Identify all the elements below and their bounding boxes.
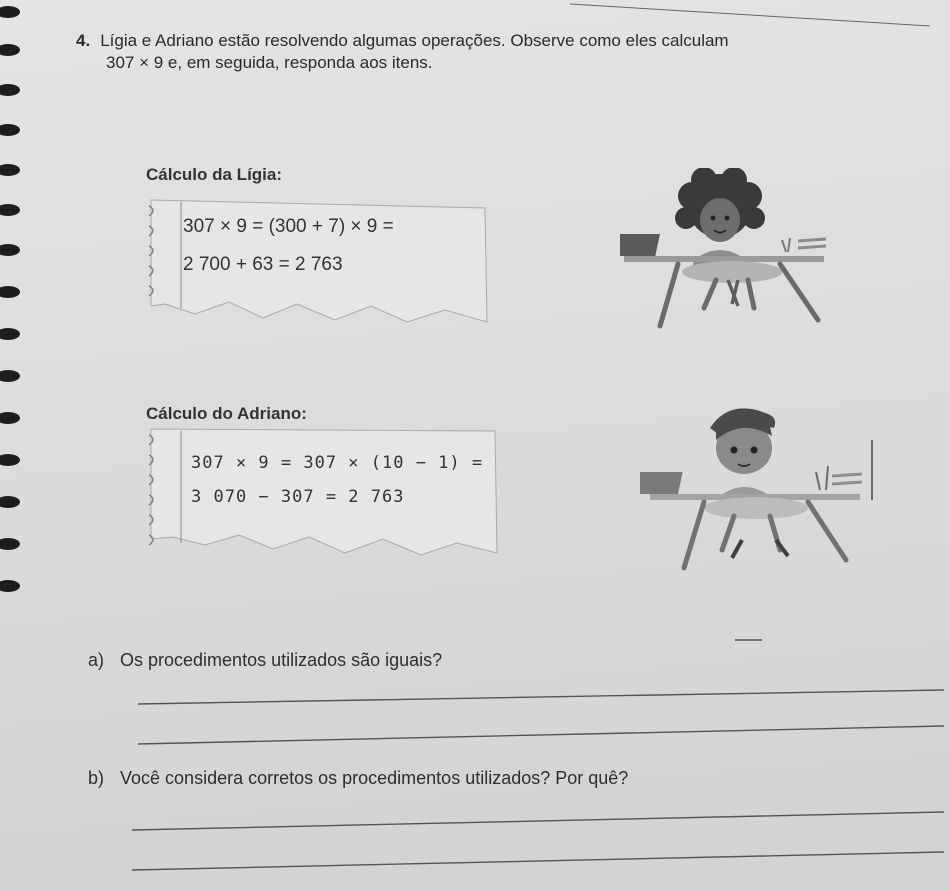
exercise-text-line2: 307 × 9 e, em seguida, responda aos itens. xyxy=(106,53,433,72)
adriano-note-paper xyxy=(145,425,501,563)
question-b xyxy=(88,768,628,789)
top-edge-line xyxy=(570,4,930,26)
adriano-calc-title: Cálculo do Adriano: xyxy=(146,404,307,423)
ligia-calc-line2: 2 700 + 63 = 2 763 xyxy=(183,254,343,275)
ligia-note-paper xyxy=(145,196,495,328)
answer-line-a2[interactable] xyxy=(138,726,944,744)
adriano-illustration xyxy=(640,400,880,572)
ligia-calc-title: Cálculo da Lígia: xyxy=(146,165,283,184)
question-a-text: Os procedimentos utilizados são iguais? xyxy=(120,650,443,670)
ligia-calc-line1: 307 × 9 = (300 + 7) × 9 = xyxy=(183,216,394,237)
question-b-letter: b) xyxy=(88,768,105,788)
exercise-number: 4. xyxy=(76,31,91,50)
exercise-text-line1: Lígia e Adriano estão resolvendo algumas operações. Observe como eles calculam xyxy=(100,31,729,50)
adriano-calc-line2: 3 070 − 307 = 2 763 xyxy=(191,487,405,507)
exercise-statement xyxy=(76,30,906,74)
adriano-calc-line1: 307 × 9 = 307 × (10 − 1) = xyxy=(191,453,484,473)
notebook-spiral xyxy=(0,0,26,891)
question-a-letter: a) xyxy=(88,650,105,670)
question-a xyxy=(88,650,442,671)
answer-line-b1[interactable] xyxy=(132,812,944,830)
ligia-illustration xyxy=(620,168,835,330)
answer-line-b2[interactable] xyxy=(132,852,944,870)
question-b-text: Você considera corretos os procedimentos utilizados? Por quê? xyxy=(120,768,629,788)
answer-line-a1[interactable] xyxy=(138,690,944,704)
